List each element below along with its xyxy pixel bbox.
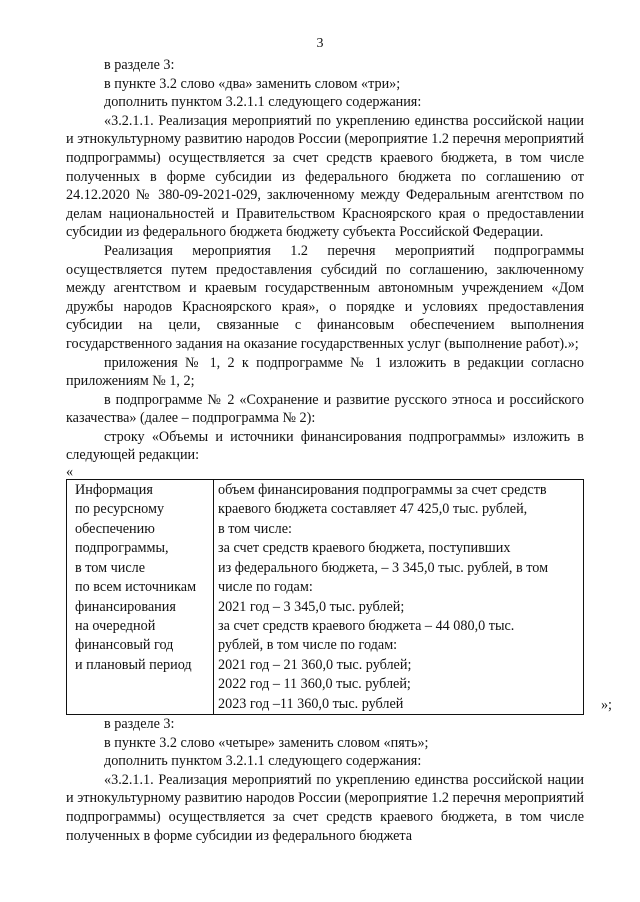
closing-quote: »;: [600, 697, 612, 714]
cell-line: подпрограммы,: [75, 540, 169, 557]
paragraph: Реализация мероприятия 1.2 перечня мероприятий подпрограммы осуществляется путем предоставления субсидий по соглашению, заключенному между агентством и краевым государственным автономным учреждением «Дом дружбы народов Красноярского края», о порядке и условиях предоставления субсидии на цели, связанные с финансовым обеспечением выполнения государственного задания на оказание государственных услуг (выполнение работ).»;: [66, 242, 584, 352]
table-row: [67, 480, 584, 715]
funding-table: [66, 479, 584, 715]
cell-line: из федерального бюджета, – 3 345,0 тыс. рублей, в том: [218, 559, 549, 576]
table-cell-value: [214, 480, 584, 715]
cell-line: в том числе:: [218, 520, 292, 537]
cell-line: по ресурсному: [75, 501, 165, 518]
paragraph: в пункте 3.2 слово «два» заменить словом «три»;: [104, 75, 401, 92]
cell-line: на очередной: [75, 617, 156, 634]
cell-line: числе по годам:: [218, 579, 313, 596]
cell-line: и плановый период: [75, 656, 192, 673]
paragraph: приложения № 1, 2 к подпрограмме № 1 изложить в редакции согласно приложениям № 1, 2;: [66, 354, 584, 390]
paragraph: дополнить пунктом 3.2.1.1 следующего содержания:: [104, 94, 422, 111]
table-wrapper: [66, 479, 612, 715]
paragraph: «3.2.1.1. Реализация мероприятий по укреплению единства российской нации и этнокультурному развитию народов России (мероприятие 1.2 перечня мероприятий подпрограммы) осуществляется за счет средств краевого бюджета, в том числе полученных в форме субсидии из федерального бюджета по соглашению от 24.12.2020 № 380-09-2021-029, заключенному между Федеральным агентством по делам национальностей и Правительством Красноярского края о предоставлении субсидии из федерального бюджета бюджету субъекта Российской Федерации.: [66, 112, 584, 241]
paragraph: «3.2.1.1. Реализация мероприятий по укреплению единства российской нации и этнокультурному развитию народов России (мероприятие 1.2 перечня мероприятий подпрограммы) осуществляется за счет средств краевого бюджета, в том числе полученных в форме субсидии из федерального бюджета: [66, 771, 584, 844]
cell-line: за счет средств краевого бюджета, поступивших: [218, 540, 511, 557]
cell-line: по всем источникам: [75, 579, 197, 596]
table-cell-label: [67, 480, 214, 715]
cell-line: финансовый год: [75, 637, 174, 654]
cell-line: обеспечению: [75, 520, 155, 537]
cell-line: краевого бюджета составляет 47 425,0 тыс. рублей,: [218, 501, 528, 518]
paragraph: в разделе 3:: [104, 57, 175, 73]
cell-line: 2021 год – 3 345,0 тыс. рублей;: [218, 598, 405, 615]
paragraph: строку «Объемы и источники финансирования подпрограммы» изложить в следующей редакции:: [66, 428, 584, 464]
cell-line: за счет средств краевого бюджета – 44 080,0 тыс.: [218, 617, 515, 634]
cell-line: Информация: [75, 482, 153, 499]
paragraph: в подпрограмме № 2 «Сохранение и развитие русского этноса и российского казачества» (далее – подпрограмма № 2):: [66, 391, 584, 427]
cell-line: рублей, в том числе по годам:: [218, 637, 398, 654]
paragraph: в разделе 3:: [104, 715, 175, 732]
cell-line: 2021 год – 21 360,0 тыс. рублей;: [218, 656, 412, 673]
cell-line: объем финансирования подпрограммы за счет средств: [218, 482, 547, 499]
paragraph: дополнить пунктом 3.2.1.1 следующего содержания:: [104, 753, 422, 770]
cell-line: 2023 год –11 360,0 тыс. рублей: [218, 695, 404, 712]
cell-line: финансирования: [75, 598, 176, 615]
document-body: [66, 56, 612, 845]
paragraph: в пункте 3.2 слово «четыре» заменить словом «пять»;: [104, 734, 429, 751]
cell-line: в том числе: [75, 559, 146, 576]
cell-line: 2022 год – 11 360,0 тыс. рублей;: [218, 676, 411, 693]
page-number: 3: [316, 36, 324, 51]
opening-quote: «: [66, 464, 74, 481]
